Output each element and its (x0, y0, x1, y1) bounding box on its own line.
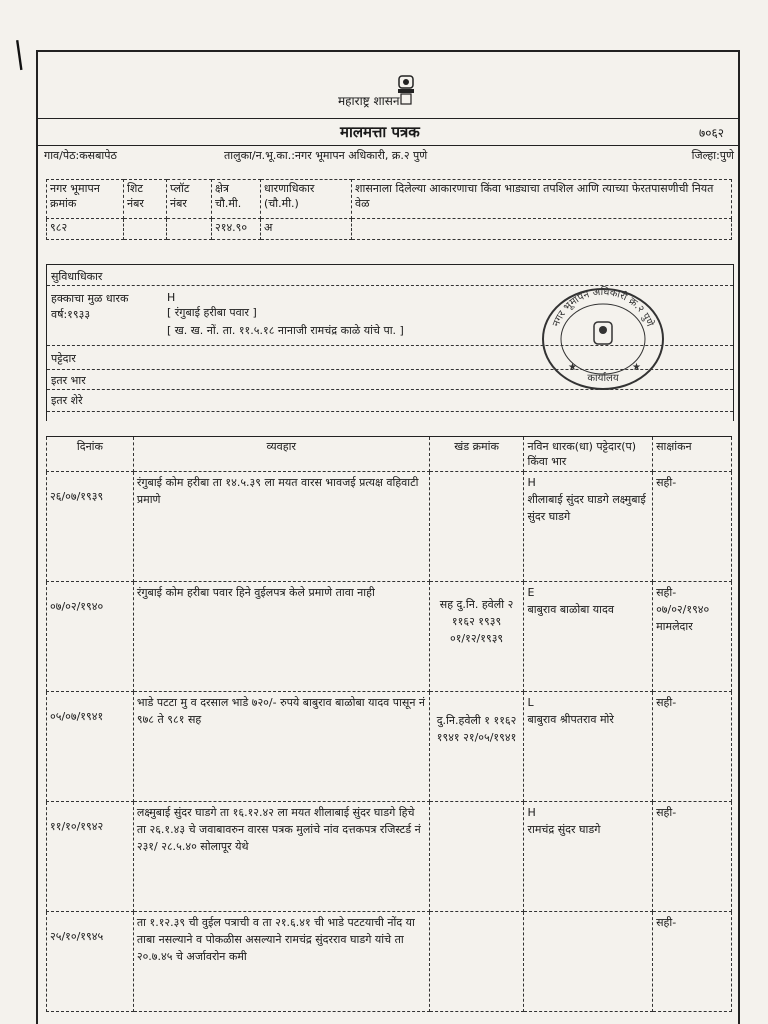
cell-tenure: अ (261, 219, 352, 240)
row-date: ११/१०/१९४२ (47, 802, 134, 912)
holder-code: H (167, 291, 176, 304)
seal-text: नगर भूमापन अधिकारी क्र.२ पुणे (550, 286, 656, 329)
holder-code: E (527, 586, 535, 599)
divider (47, 411, 733, 412)
seal-bottom-text: कार्यालय (587, 373, 619, 384)
row-date: २५/१०/१९४५ (47, 912, 134, 1012)
other-remarks-label: इतर शेरे (51, 394, 83, 407)
document-header (38, 52, 738, 120)
other-charges-label: इतर भार (51, 374, 86, 387)
taluka-label: तालुका/न.भू.का.:नगर भूमापन अधिकारी, क्र.२ पुणे (224, 149, 428, 162)
header-area: क्षेत्र चौ.मी. (212, 180, 261, 219)
cell-plot-no (167, 219, 212, 240)
row-date: २६/०७/१९३९ (47, 472, 134, 582)
header-date: दिनांक (47, 437, 134, 472)
header-plot-no: प्लॉट नंबर (167, 180, 212, 219)
table-row (47, 472, 732, 582)
cell-area: २१४.९० (212, 219, 261, 240)
year-label: वर्ष:१९३३ (51, 308, 91, 321)
holder-note: [ ख. ख. नों. ता. ११.५.१८ नानाजी रामचंद्र काळे यांचे पा. ] (167, 324, 404, 337)
header-volume: खंड क्रमांक (429, 437, 524, 472)
row-date: ०७/०२/१९४० (47, 582, 134, 692)
cell-survey-no: ९८२ (47, 219, 124, 240)
holder-name: बाबुराव बाळोबा यादव (527, 603, 614, 616)
original-holder-label: हक्काचा मुळ धारक (51, 292, 129, 305)
row-transaction: ता १.१२.३९ ची वुईल पत्राची व ता २१.६.४१ ची भाडे पटटयाची नोंद या ताबा नसल्याने व पोकळीस असल्याने रामचंद्र सुंदरराव घाडगे यांचे ता २०.७.४५ चे अर्जावरोन कमी (133, 912, 429, 1012)
holder-name: रामचंद्र सुंदर घाडगे (527, 823, 601, 836)
row-new-holder (524, 912, 653, 1012)
government-label: महाराष्ट्र शासन (338, 94, 400, 108)
row-date: ०५/०७/१९४१ (47, 692, 134, 802)
office-seal (538, 284, 668, 394)
margin-mark: | (11, 35, 27, 72)
document-title: मालमत्ता पत्रक (340, 123, 420, 141)
holder-code: H (527, 476, 536, 489)
row-volume (429, 802, 524, 912)
header-attestation: साक्षांकन (653, 437, 732, 472)
holder-name: शीलाबाई सुंदर घाडगे लक्ष्मुबाई सुंदर घाडगे (527, 493, 646, 523)
row-volume: सह दु.नि. हवेली २ ११६२ १९३९ ०१/१२/१९३९ (429, 582, 524, 692)
location-row (44, 146, 734, 164)
header-transaction: व्यवहार (133, 437, 429, 472)
holder-code: L (527, 696, 534, 709)
row-transaction: लक्ष्मुबाई सुंदर घाडगे ता १६.१२.४२ ला मयत शीलाबाई सुंदर घाडगे हिचे ता २६.१.४३ चे जवाबावरुन वारस पत्रक मुलांचे नांव दत्तकपत्र रजिस्टर्ड नं २३१/ २८.५.४० सोलापूर येथे (133, 802, 429, 912)
row-transaction: रंगुबाई कोम हरीबा पवार हिने वुईलपत्र केले प्रमाणे तावा नाही (133, 582, 429, 692)
row-new-holder (524, 472, 653, 582)
table-row (47, 582, 732, 692)
row-attestation: सही- (653, 802, 732, 912)
lessee-label: पट्टेदार (51, 352, 76, 365)
easement-label: सुविधाधिकार (51, 270, 103, 283)
cell-sheet-no (124, 219, 167, 240)
table-row (47, 912, 732, 1012)
table-row (47, 802, 732, 912)
village-label: गाव/पेठ:कसबापेठ (44, 149, 117, 162)
row-transaction: भाडे पटटा मु व दरसाल भाडे ७२०/- रुपये बाबुराव बाळोबा यादव पासून नं ९७८ ते ९८१ सह (133, 692, 429, 802)
table-row (47, 692, 732, 802)
svg-text:★: ★ (568, 362, 577, 373)
title-row (38, 118, 738, 146)
property-table (46, 179, 732, 240)
header-assessment: शासनाला दिलेल्या आकारणाचा किंवा भाड्याचा तपशिल आणि त्याच्या फेरतपासणीची नियत वेळ (352, 180, 732, 219)
row-attestation: सही- ०७/०२/१९४० मामलेदार (653, 582, 732, 692)
row-new-holder (524, 802, 653, 912)
header-tenure: धारणाधिकार (चौ.मी.) (261, 180, 352, 219)
transactions-table (46, 436, 732, 1012)
row-new-holder (524, 692, 653, 802)
holder-code: H (527, 806, 536, 819)
row-attestation: सही- (653, 472, 732, 582)
property-card (36, 50, 740, 1024)
row-volume (429, 912, 524, 1012)
header-survey-no: नगर भूमापन क्रमांक (47, 180, 124, 219)
row-new-holder (524, 582, 653, 692)
header-new-holder: नविन धारक(धा) पट्टेदार(प) किंवा भार (524, 437, 653, 472)
row-volume (429, 472, 524, 582)
row-transaction: रंगुबाई कोम हरीबा ता १४.५.३९ ला मयत वारस भावजई प्रत्यक्ष वहिवाटी प्रमाणे (133, 472, 429, 582)
row-attestation: सही- (653, 692, 732, 802)
svg-text:★: ★ (632, 362, 641, 373)
cell-assessment (352, 219, 732, 240)
holder-name: बाबुराव श्रीपतराव मोरे (527, 713, 614, 726)
holder-name: [ रंगुबाई हरीबा पवार ] (167, 306, 257, 319)
row-volume: दु.नि.हवेली १ ११६२ १९४१ २१/०५/१९४१ (429, 692, 524, 802)
header-sheet-no: शिट नंबर (124, 180, 167, 219)
card-number: ७०६२ (699, 126, 724, 140)
district-label: जिल्हा:पुणे (691, 149, 734, 162)
row-attestation: सही- (653, 912, 732, 1012)
